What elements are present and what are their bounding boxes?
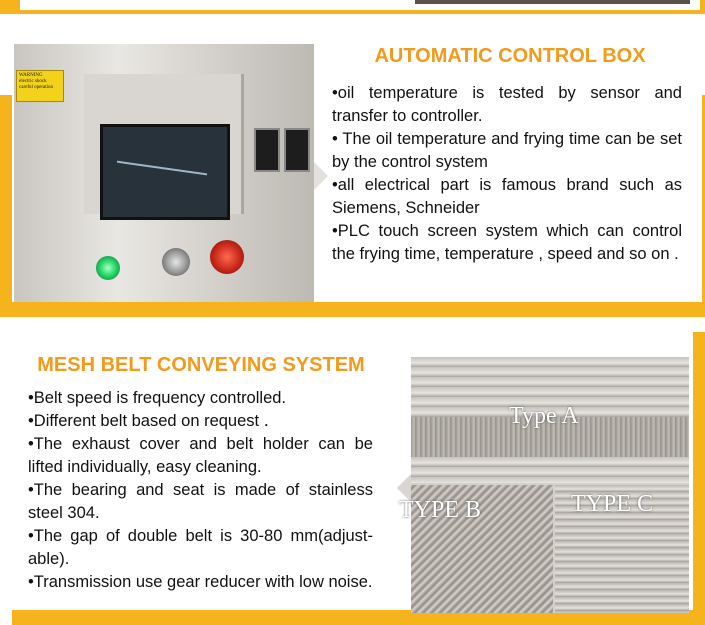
control-bullet: •PLC touch screen system which can control the frying time, temperature , speed and so on .: [332, 222, 682, 263]
temperature-meter-2: [284, 128, 310, 172]
belt-bullet: •Different belt based on request ．: [28, 412, 281, 430]
belt-bullet: •The exhaust cover and belt holder can be lifted individually, easy cleaning.: [28, 435, 373, 476]
screen-conveyor-graphic: [117, 161, 207, 194]
warning-sticker: WARNING electric shock careful operation: [16, 70, 64, 102]
touch-screen: [100, 124, 230, 220]
belt-type-b-image: [399, 485, 553, 613]
type-b-label: TYPE B: [399, 497, 482, 523]
belt-type-c-image: [555, 485, 689, 613]
selector-knob: [162, 248, 190, 276]
belt-bullet: •Belt speed is frequency controlled.: [28, 389, 287, 407]
belt-bullet: •Transmission use gear reducer with low noise.: [28, 573, 373, 591]
belt-type-a-image: [411, 357, 689, 483]
top-band-dark-strip: [415, 0, 690, 4]
belt-bullet: •The gap of double belt is 30-80 mm(adjust-able).: [28, 527, 373, 568]
belt-bullet: •The bearing and seat is made of stainless steel 304.: [28, 481, 373, 522]
belt-section-right-accent: [693, 332, 705, 625]
type-a-label: Type A: [509, 403, 579, 429]
photo-pointer-right: [314, 162, 328, 190]
top-band: [0, 0, 705, 14]
type-c-label: TYPE C: [571, 491, 654, 517]
green-indicator-light: [96, 256, 120, 280]
control-bullet: •all electrical part is famous brand such as Siemens, Schneider: [332, 176, 682, 217]
belt-section-title: MESH BELT CONVEYING SYSTEM: [37, 354, 365, 376]
mesh-belt-photo: [399, 357, 689, 613]
control-bullet-list: [332, 82, 682, 266]
belt-bullet-list: [28, 387, 373, 594]
emergency-stop-button: [210, 240, 244, 274]
control-box-photo: [14, 44, 314, 302]
control-bullet: •oil temperature is tested by sensor and transfer to controller.: [332, 84, 682, 125]
control-section-title: AUTOMATIC CONTROL BOX: [374, 45, 646, 67]
temperature-meter-1: [254, 128, 280, 172]
control-bullet: • The oil temperature and frying time can be set by the control system: [332, 130, 682, 171]
